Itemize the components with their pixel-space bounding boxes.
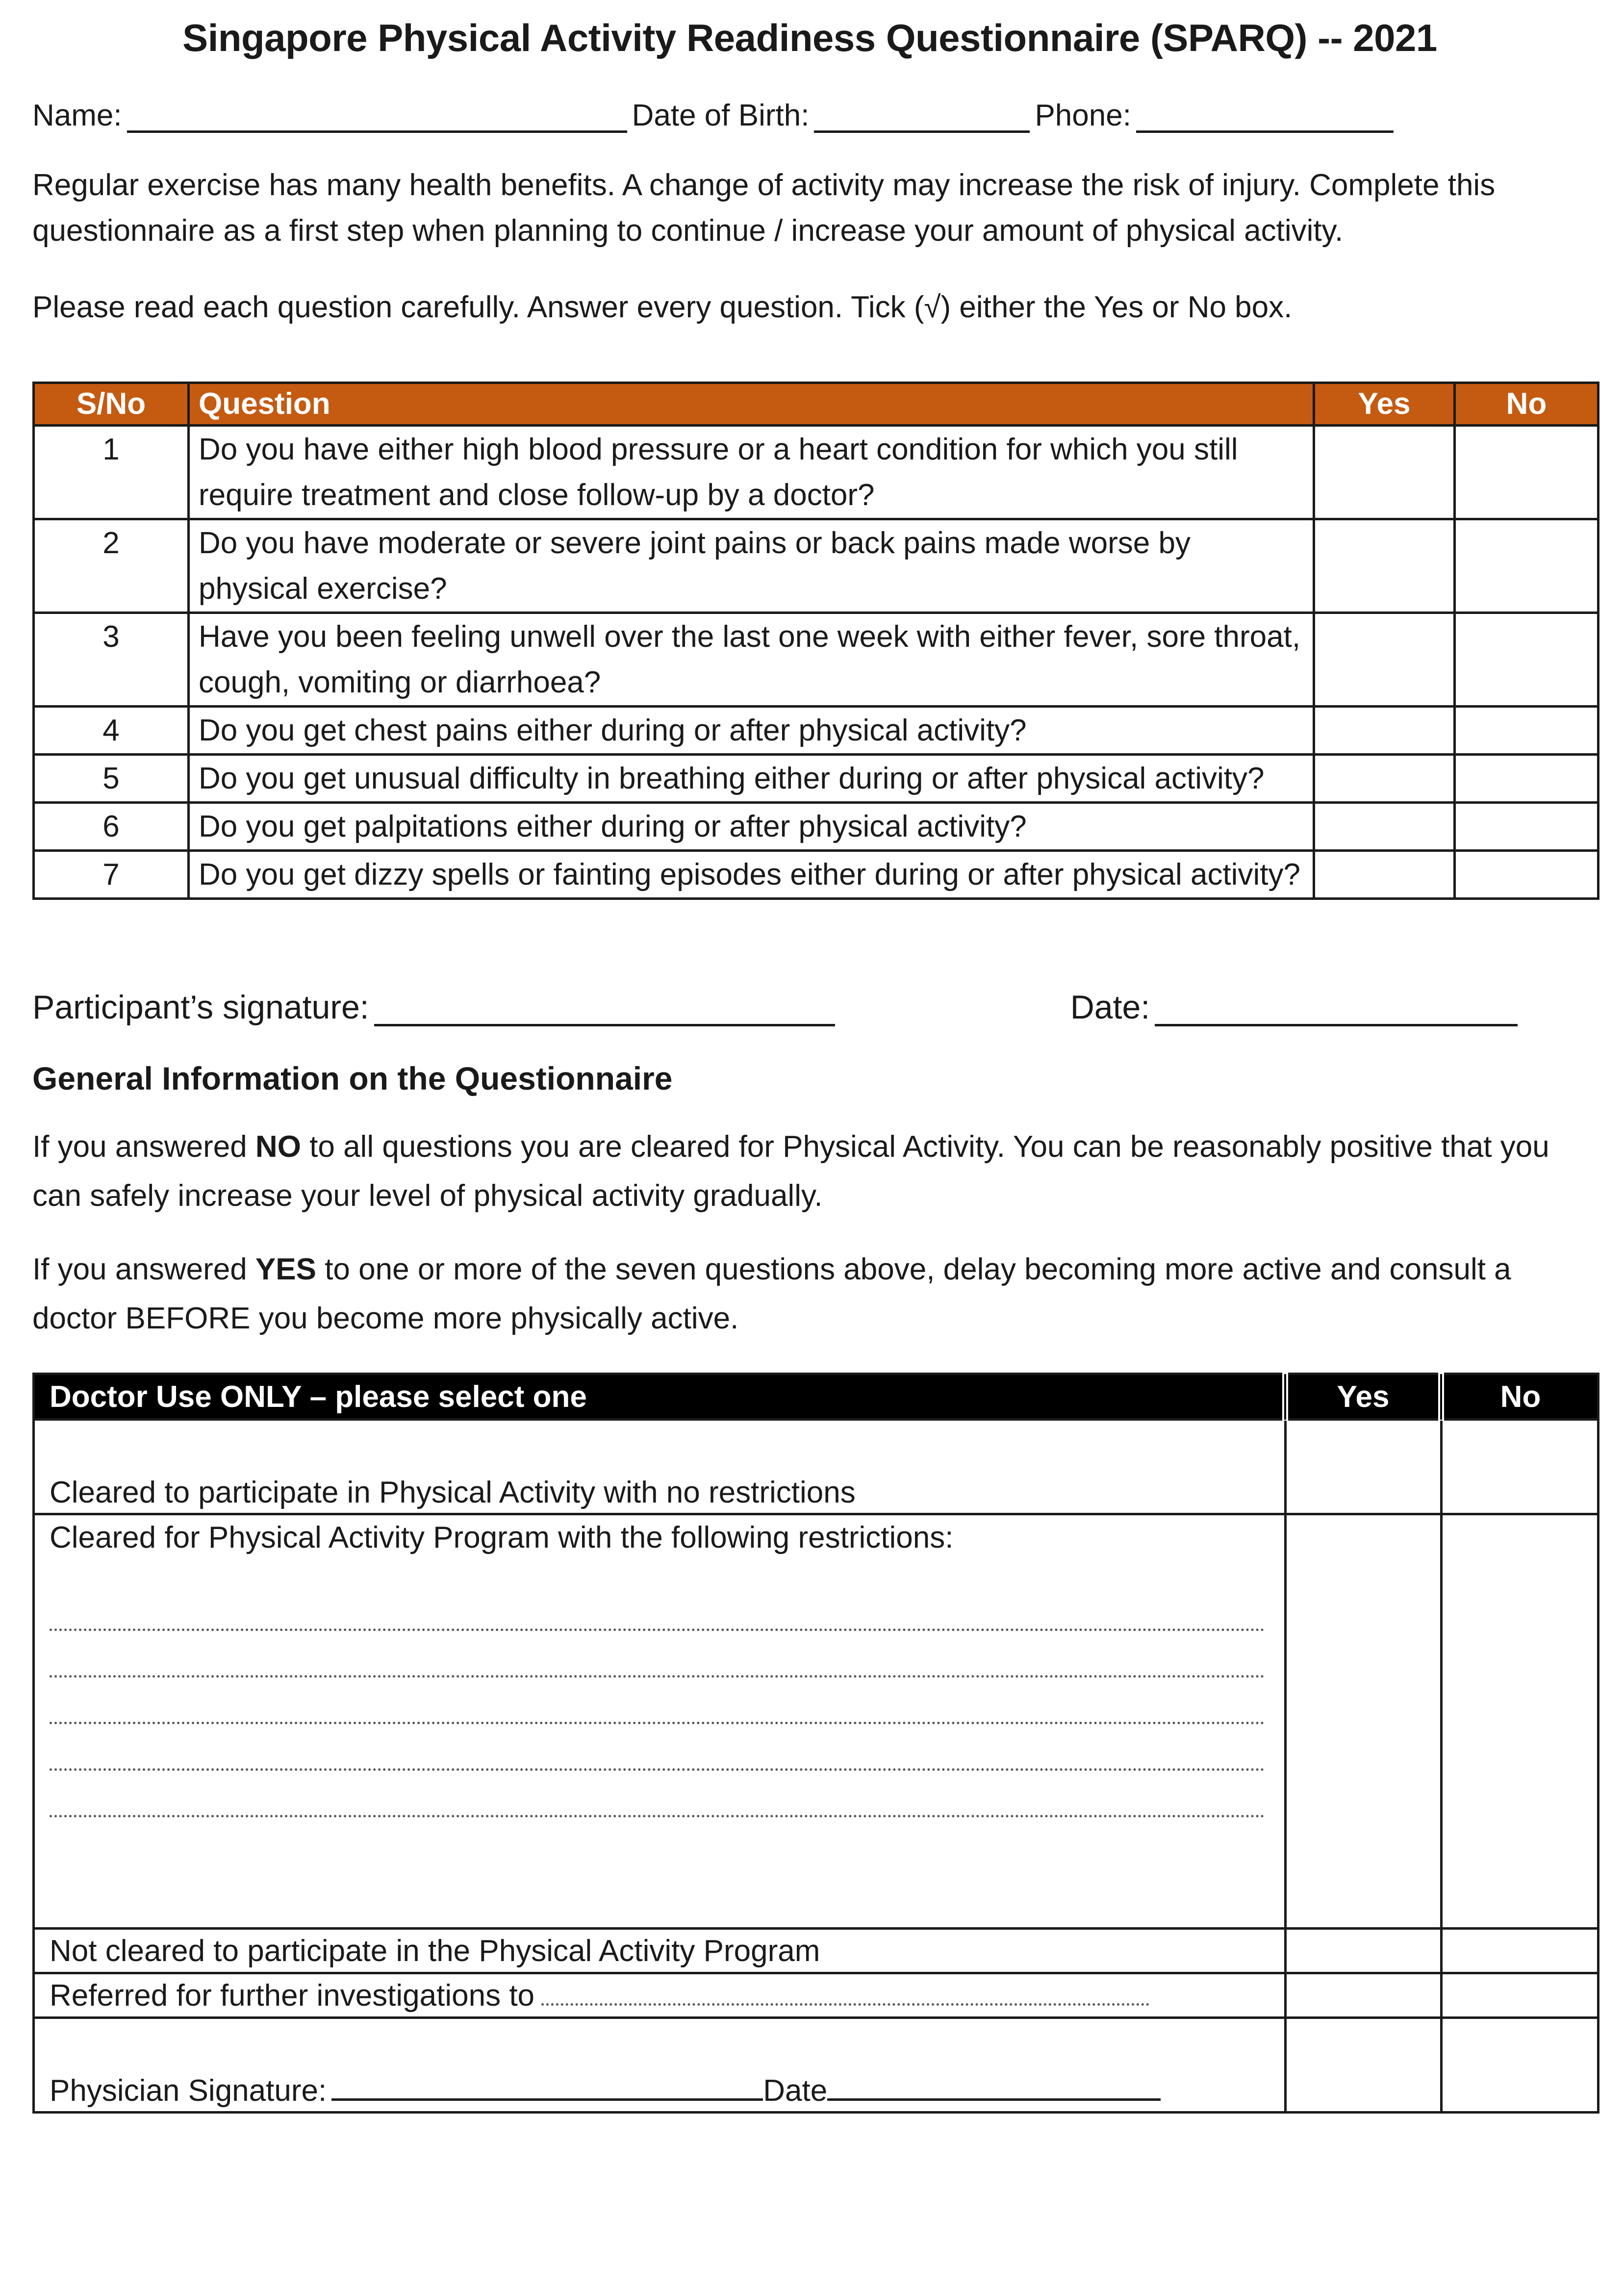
physician-signature-label: Physician Signature: [50, 2074, 327, 2108]
table-row [34, 1420, 1599, 1514]
form-title: Singapore Physical Activity Readiness Questionnaire (SPARQ) -- 2021 [182, 16, 1437, 59]
doctor-use-header: Doctor Use ONLY – please select one [34, 1374, 1286, 1420]
para2-suffix: to one or more of the seven questions above, delay becoming more active and consult a doctor BEFORE you become more physically active. [32, 1252, 1511, 1335]
no-checkbox[interactable] [1455, 803, 1599, 851]
yes-checkbox[interactable] [1314, 803, 1455, 851]
question-number: 3 [34, 613, 189, 707]
table-row [34, 613, 1599, 707]
dob-field[interactable] [814, 101, 1030, 133]
no-checkbox[interactable] [1441, 1420, 1599, 1514]
name-field[interactable] [127, 101, 627, 133]
question-text: Do you have moderate or severe joint pains or back pains made worse by physical exercise? [189, 519, 1314, 613]
question-number: 1 [34, 426, 189, 519]
table-row [34, 519, 1599, 613]
referred-cell [34, 1973, 1286, 2018]
restriction-line[interactable] [50, 1678, 1265, 1724]
para1-prefix: If you answered [32, 1130, 255, 1164]
question-text: Do you have either high blood pressure or a heart condition for which you still require treatment and close follow-up by a doctor? [189, 426, 1314, 519]
physician-date-label: Date [763, 2074, 828, 2108]
question-text: Do you get dizzy spells or fainting episodes either during or after physical activity? [189, 851, 1314, 899]
participant-signature-label: Participant’s signature: [32, 989, 369, 1026]
question-number: 7 [34, 851, 189, 899]
doctor-use-table [32, 1373, 1599, 2114]
doctor-no-header: No [1441, 1374, 1599, 1420]
table-row [34, 2018, 1599, 2113]
name-label: Name: [32, 99, 122, 132]
no-checkbox[interactable] [1455, 426, 1599, 519]
no-checkbox[interactable] [1455, 519, 1599, 613]
restriction-line[interactable] [50, 1631, 1265, 1678]
question-text: Have you been feeling unwell over the last one week with either fever, sore throat, cough, vomiting or diarrhoea? [189, 613, 1314, 707]
participant-signature-field[interactable] [374, 994, 835, 1026]
table-row [34, 803, 1599, 851]
sno-header: S/No [34, 383, 189, 426]
restrictions-cell [34, 1514, 1286, 1929]
yes-checkbox[interactable] [1314, 613, 1455, 707]
phone-field[interactable] [1136, 101, 1394, 133]
doctor-yes-header: Yes [1285, 1374, 1441, 1420]
personal-details-row [32, 94, 1587, 133]
participant-signature-row [32, 982, 1587, 1026]
yes-checkbox[interactable] [1314, 851, 1455, 899]
question-number: 5 [34, 755, 189, 803]
physician-signature-cell [34, 2018, 1286, 2113]
restriction-line[interactable] [50, 1771, 1265, 1817]
referred-text: Referred for further investigations to [50, 1978, 535, 2013]
yes-checkbox[interactable] [1314, 755, 1455, 803]
para1-bold-no: NO [255, 1130, 301, 1164]
no-checkbox[interactable] [1441, 1973, 1599, 2018]
question-number: 4 [34, 707, 189, 755]
general-info-no-paragraph [32, 1122, 1562, 1221]
yes-checkbox[interactable] [1314, 426, 1455, 519]
general-info-title: General Information on the Questionnaire [32, 1060, 673, 1096]
no-checkbox[interactable] [1441, 2018, 1599, 2113]
para1-suffix: to all questions you are cleared for Physical Activity. You can be reasonably positive that you can safely increase your level of physical activity gradually. [32, 1130, 1549, 1213]
yes-checkbox[interactable] [1285, 1420, 1441, 1514]
question-header: Question [189, 383, 1314, 426]
table-row [34, 1514, 1599, 1929]
no-checkbox[interactable] [1455, 707, 1599, 755]
question-number: 6 [34, 803, 189, 851]
no-checkbox[interactable] [1455, 613, 1599, 707]
question-table-header [34, 383, 1599, 426]
question-text: Do you get unusual difficulty in breathing either during or after physical activity? [189, 755, 1314, 803]
restriction-line[interactable] [50, 1724, 1265, 1771]
yes-checkbox[interactable] [1285, 1929, 1441, 1973]
question-text: Do you get chest pains either during or after physical activity? [189, 707, 1314, 755]
table-row [34, 1929, 1599, 1973]
instruction-text: Please read each question carefully. Answer every question. Tick (√) either the Yes or No box. [32, 290, 1293, 324]
no-checkbox[interactable] [1455, 755, 1599, 803]
signature-date-field[interactable] [1155, 994, 1518, 1026]
referral-line[interactable] [541, 1979, 1149, 2006]
table-row [34, 707, 1599, 755]
no-checkbox[interactable] [1441, 1514, 1599, 1929]
question-table [32, 382, 1599, 900]
table-row [34, 851, 1599, 899]
general-info-yes-paragraph [32, 1245, 1562, 1343]
para2-bold-yes: YES [255, 1252, 316, 1286]
dob-label: Date of Birth: [632, 99, 810, 132]
phone-label: Phone: [1035, 99, 1131, 132]
table-row [34, 1973, 1599, 2018]
table-row [34, 426, 1599, 519]
no-header: No [1455, 383, 1599, 426]
physician-date-field[interactable] [827, 2069, 1161, 2101]
intro-paragraph: Regular exercise has many health benefits. A change of activity may increase the risk of injury. Complete this questionnaire as a first step when planning to continue / increase your amount of physical activity. [32, 168, 1496, 248]
yes-checkbox[interactable] [1314, 519, 1455, 613]
cleared-with-restrictions-text: Cleared for Physical Activity Program with the following restrictions: [50, 1521, 954, 1555]
no-checkbox[interactable] [1455, 851, 1599, 899]
para2-prefix: If you answered [32, 1252, 255, 1286]
physician-signature-field[interactable] [331, 2069, 763, 2101]
restriction-line[interactable] [50, 1584, 1265, 1631]
yes-checkbox[interactable] [1285, 2018, 1441, 2113]
yes-header: Yes [1314, 383, 1455, 426]
not-cleared-text: Not cleared to participate in the Physical Activity Program [34, 1929, 1286, 1973]
question-number: 2 [34, 519, 189, 613]
table-row [34, 755, 1599, 803]
cleared-no-restrictions-text: Cleared to participate in Physical Activity with no restrictions [34, 1420, 1286, 1514]
yes-checkbox[interactable] [1285, 1973, 1441, 2018]
signature-date-label: Date: [1070, 989, 1150, 1026]
doctor-table-header [34, 1374, 1599, 1420]
yes-checkbox[interactable] [1285, 1514, 1441, 1929]
yes-checkbox[interactable] [1314, 707, 1455, 755]
question-text: Do you get palpitations either during or after physical activity? [189, 803, 1314, 851]
no-checkbox[interactable] [1441, 1929, 1599, 1973]
